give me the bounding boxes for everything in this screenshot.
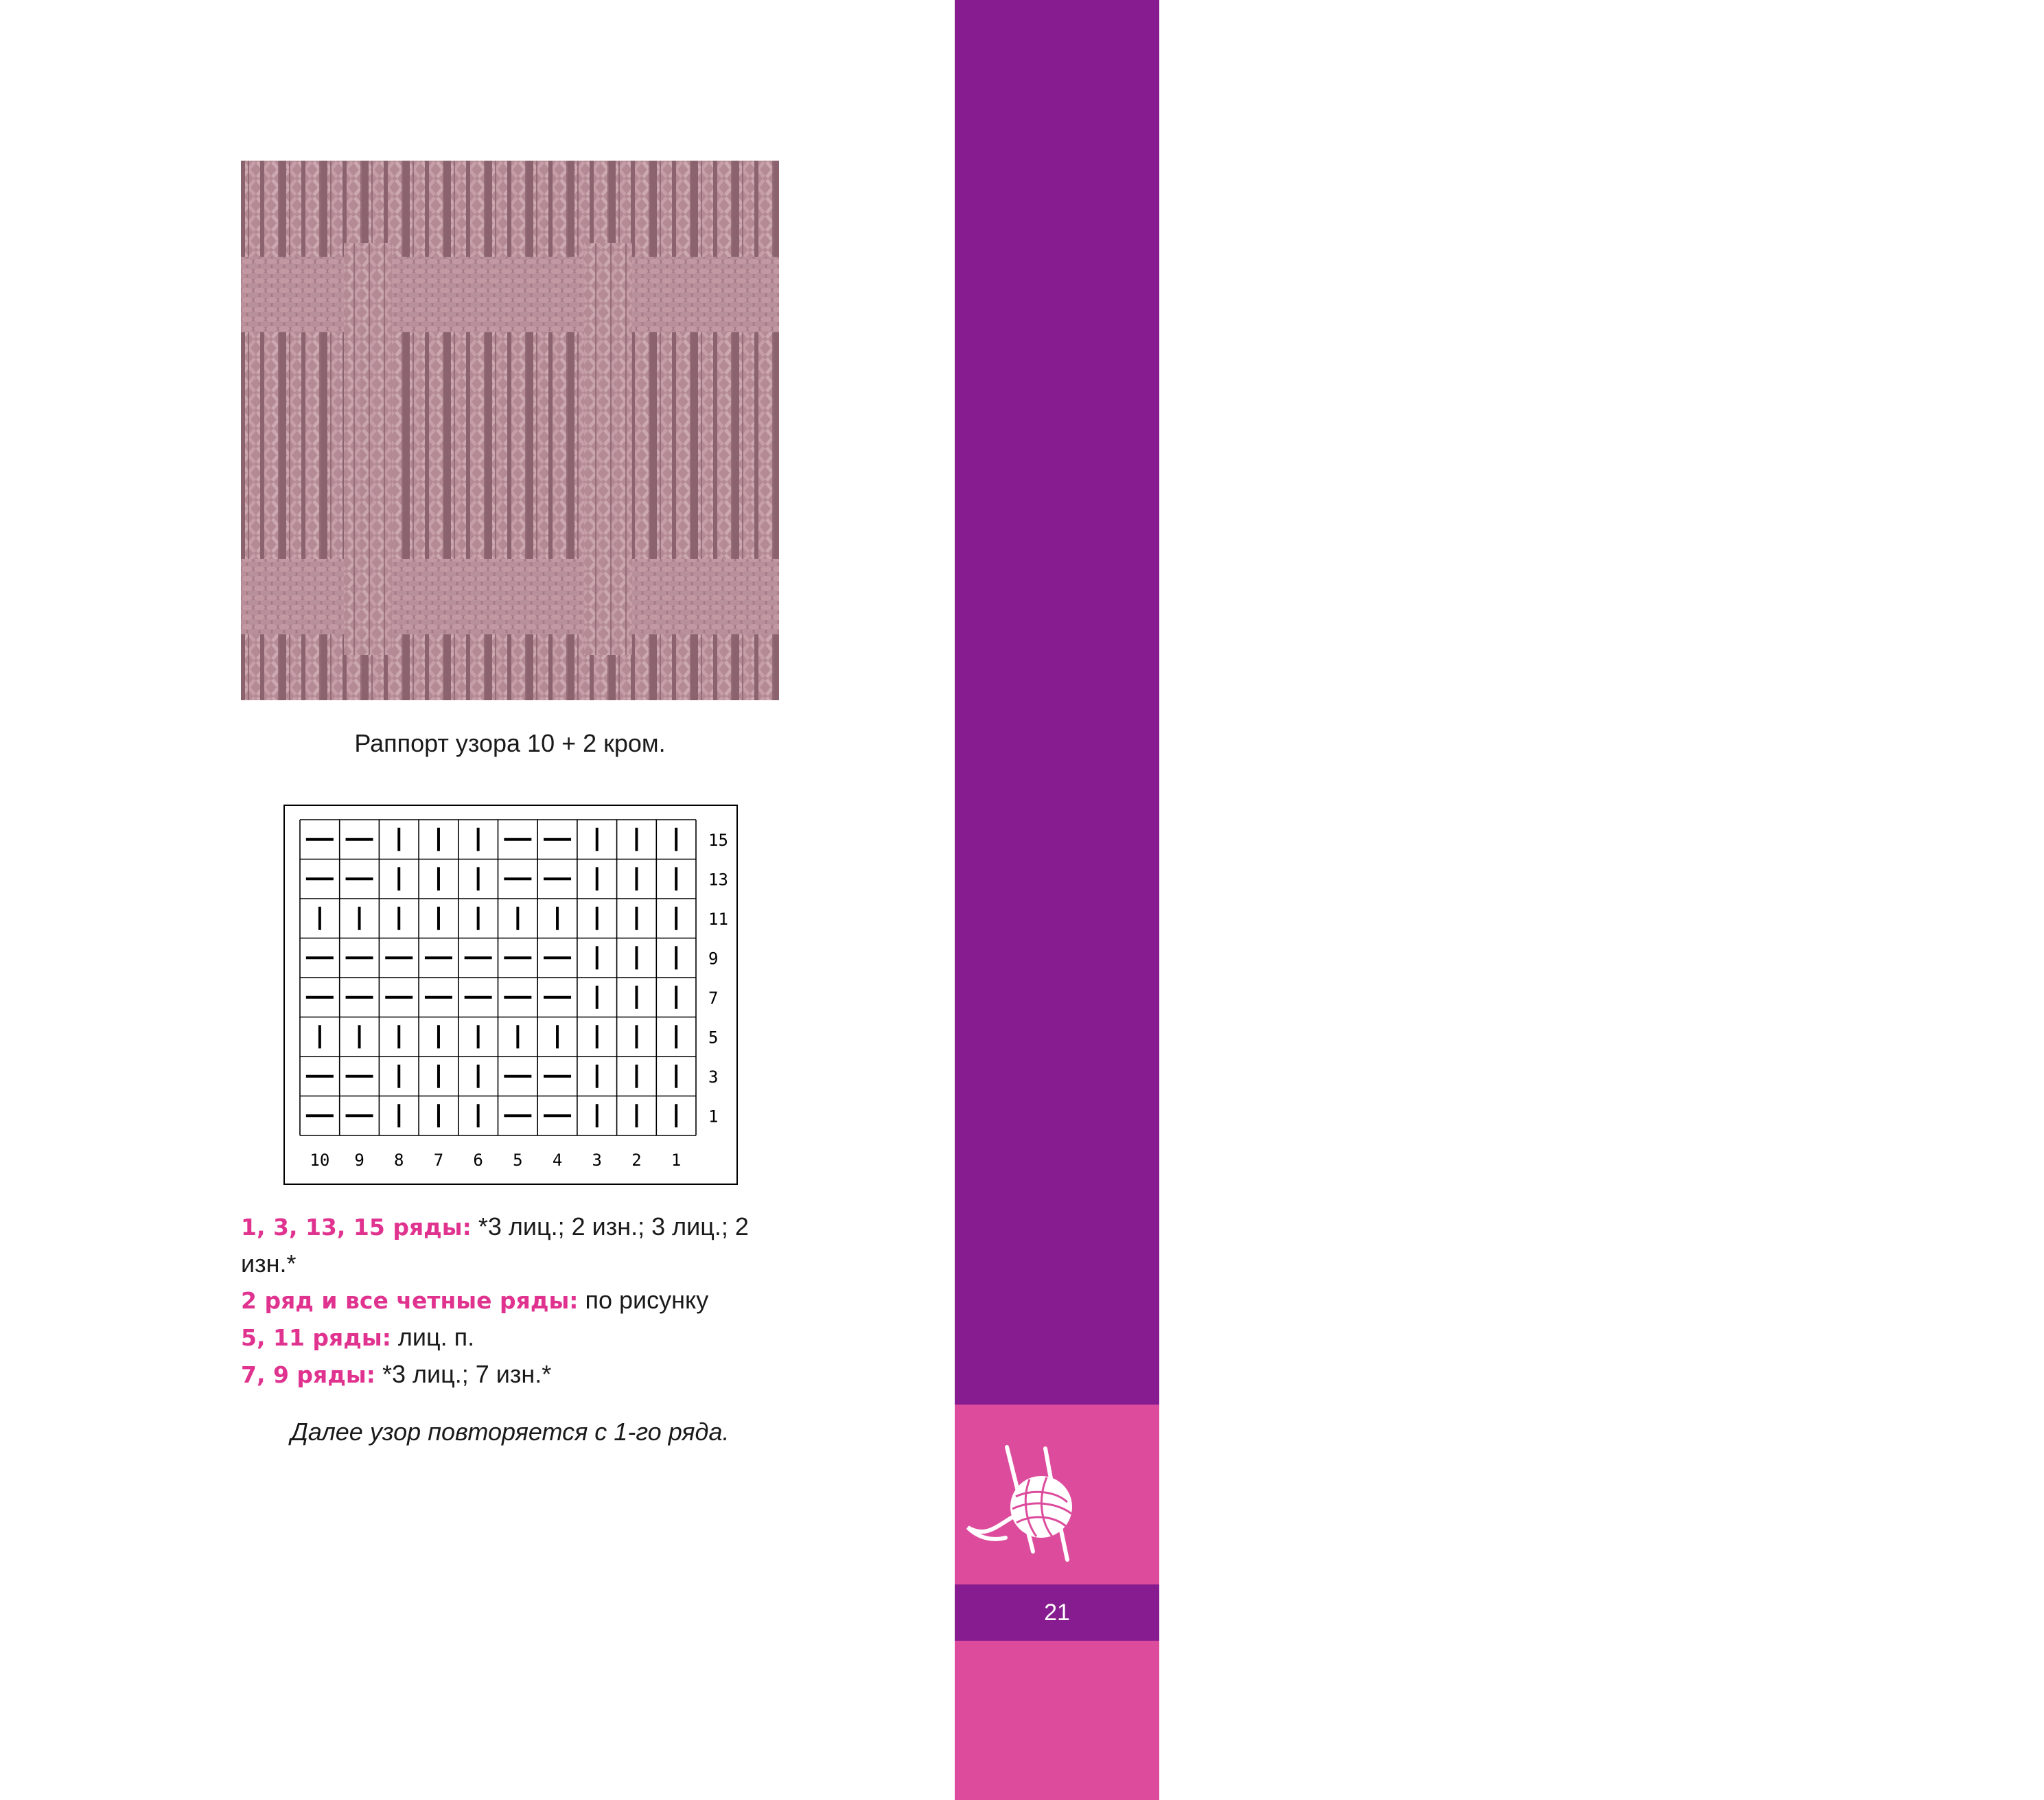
instruction-label: 5, 11 ряды: [241, 1324, 391, 1351]
row-number-label: 9 [708, 949, 719, 969]
instruction-row-3 [241, 1319, 804, 1356]
instruction-row-4 [241, 1356, 804, 1393]
yarn-ball-icon [964, 1442, 1084, 1572]
knitted-sample-photo [241, 161, 779, 700]
instruction-text: по рисунку [578, 1286, 709, 1314]
row-number-label: 15 [708, 830, 728, 850]
instruction-row-1 [241, 1208, 804, 1282]
page-number: 21 [955, 1584, 1159, 1641]
sidebar-title-container [955, 0, 2043, 1405]
instruction-text: лиц. п. [391, 1323, 475, 1351]
column-number-label: 4 [552, 1151, 563, 1170]
row-number-label: 7 [708, 988, 719, 1008]
instruction-label: 1, 3, 13, 15 ряды: [241, 1214, 472, 1241]
column-number-label: 1 [671, 1151, 682, 1170]
instruction-text: *3 лиц.; 2 изн.; 3 лиц.; 2 изн.* [241, 1212, 749, 1278]
column-number-label: 5 [513, 1151, 523, 1170]
column-number-label: 6 [473, 1151, 483, 1170]
sidebar-pink-footer [955, 1641, 1159, 1800]
column-number-label: 9 [354, 1151, 364, 1170]
instruction-text: *3 лиц.; 7 изн.* [375, 1360, 552, 1388]
column-number-label: 7 [433, 1151, 444, 1170]
instruction-row-2 [241, 1282, 804, 1319]
instruction-label: 7, 9 ряды: [241, 1361, 375, 1388]
instructions [241, 1208, 804, 1393]
column-number-label: 8 [394, 1151, 404, 1170]
pattern-repeat-caption: Раппорт узора 10 + 2 кром. [354, 729, 666, 757]
row-number-label: 5 [708, 1028, 719, 1048]
row-number-label: 11 [708, 909, 728, 929]
column-number-label: 2 [631, 1151, 642, 1170]
instruction-label: 2 ряд и все четные ряды: [241, 1287, 579, 1314]
repeat-note: Далее узор повторяется с 1-го ряда. [290, 1418, 730, 1446]
row-number-label: 13 [708, 870, 728, 890]
knitting-chart [283, 805, 738, 1185]
column-number-label: 10 [310, 1151, 330, 1170]
column-number-label: 3 [592, 1151, 602, 1170]
pattern-title: Бочонок с медом [1981, 719, 2043, 1165]
row-number-label: 1 [708, 1107, 719, 1127]
row-number-label: 3 [708, 1067, 719, 1087]
